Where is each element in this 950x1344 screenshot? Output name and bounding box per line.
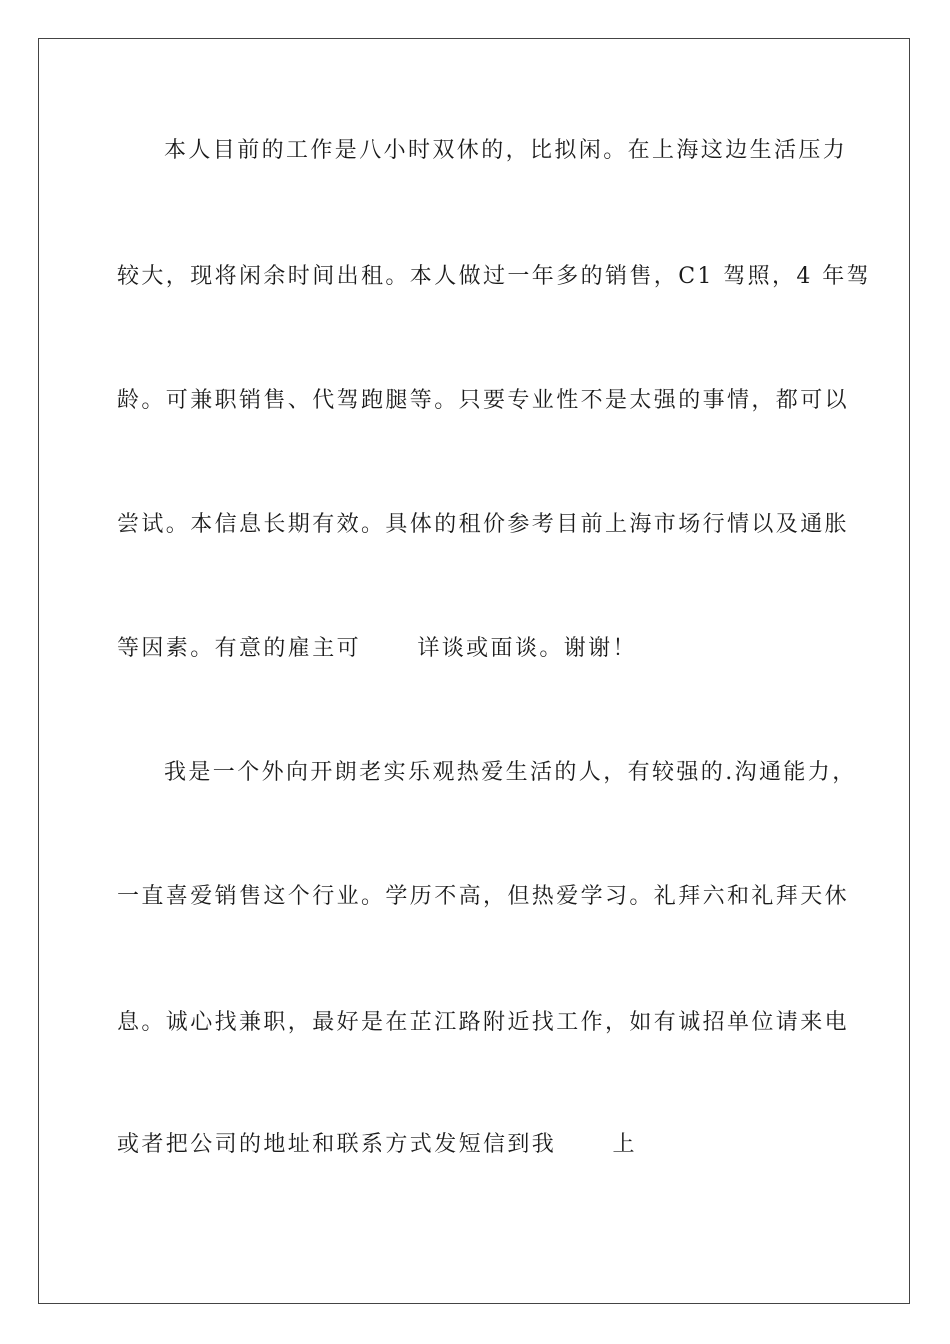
page-border [38,38,910,1304]
paragraph-1-line-1: 本人目前的工作是八小时双休的，比拟闲。在上海这边生活压力 [164,138,848,163]
paragraph-1-line-4: 尝试。本信息长期有效。具体的租价参考目前上海市场行情以及通胀 [117,512,850,537]
paragraph-1-line-3: 龄。可兼职销售、代驾跑腿等。只要专业性不是太强的事情，都可以 [117,388,850,413]
paragraph-2-line-3: 息。诚心找兼职，最好是在芷江路附近找工作，如有诚招单位请来电 [117,1010,850,1035]
paragraph-2-line-1: 我是一个外向开朗老实乐观热爱生活的人，有较强的.沟通能力， [164,760,857,785]
paragraph-2-line-4: 或者把公司的地址和联系方式发短信到我 上 [117,1132,637,1157]
paragraph-2-line-2: 一直喜爱销售这个行业。学历不高，但热爱学习。礼拜六和礼拜天休 [117,884,850,909]
paragraph-1-line-5: 等因素。有意的雇主可 详谈或面谈。谢谢！ [117,636,637,661]
paragraph-1-line-2: 较大，现将闲余时间出租。本人做过一年多的销售，C1 驾照，4 年驾 [117,264,872,289]
